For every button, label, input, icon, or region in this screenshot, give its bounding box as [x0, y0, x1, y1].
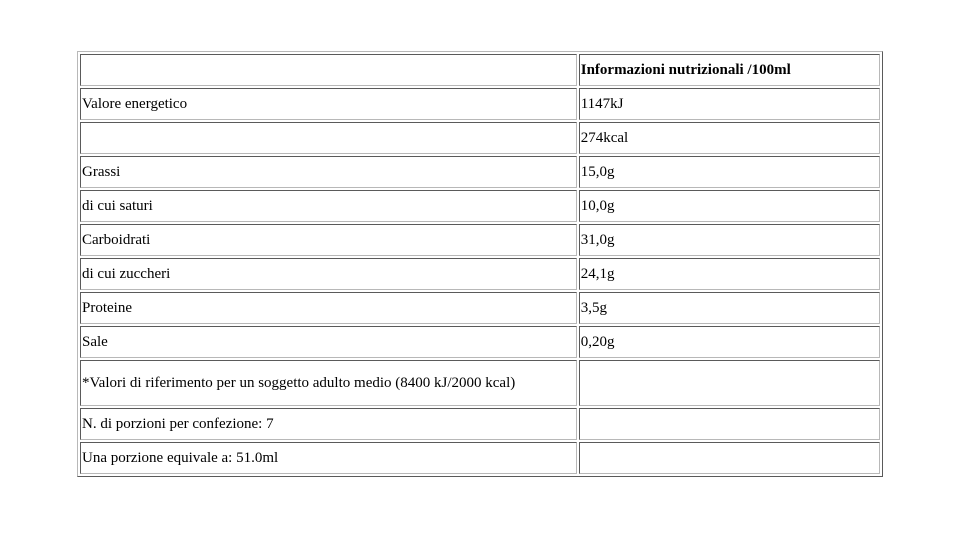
nutrient-value: 15,0g	[579, 156, 880, 188]
nutrient-value: 1147kJ	[579, 88, 880, 120]
reference-note-value	[579, 360, 880, 406]
header-value-cell: Informazioni nutrizionali /100ml	[579, 54, 880, 86]
table-row	[80, 292, 880, 324]
reference-note: *Valori di riferimento per un soggetto adulto medio (8400 kJ/2000 kcal)	[80, 360, 577, 406]
table-row	[80, 258, 880, 290]
table-row	[80, 122, 880, 154]
portion-size: Una porzione equivale a: 51.0ml	[80, 442, 577, 474]
table-row	[80, 408, 880, 440]
nutrient-label: di cui saturi	[80, 190, 577, 222]
nutrient-label: Grassi	[80, 156, 577, 188]
nutrition-table	[77, 51, 883, 477]
portion-size-value	[579, 442, 880, 474]
table-row	[80, 326, 880, 358]
table-row	[80, 156, 880, 188]
nutrient-label: di cui zuccheri	[80, 258, 577, 290]
portions-per-pack-value	[579, 408, 880, 440]
nutrient-label: Carboidrati	[80, 224, 577, 256]
nutrient-value: 0,20g	[579, 326, 880, 358]
table-row	[80, 442, 880, 474]
table-row	[80, 88, 880, 120]
header-label-cell	[80, 54, 577, 86]
nutrient-value: 31,0g	[579, 224, 880, 256]
nutrient-value: 3,5g	[579, 292, 880, 324]
table-row	[80, 190, 880, 222]
nutrient-label: Proteine	[80, 292, 577, 324]
nutrient-value: 24,1g	[579, 258, 880, 290]
portions-per-pack: N. di porzioni per confezione: 7	[80, 408, 577, 440]
table-row	[80, 360, 880, 406]
table-row	[80, 224, 880, 256]
nutrient-label: Valore energetico	[80, 88, 577, 120]
nutrient-label	[80, 122, 577, 154]
nutrient-value: 10,0g	[579, 190, 880, 222]
table-header-row	[80, 54, 880, 86]
nutrient-label: Sale	[80, 326, 577, 358]
nutrient-value: 274kcal	[579, 122, 880, 154]
